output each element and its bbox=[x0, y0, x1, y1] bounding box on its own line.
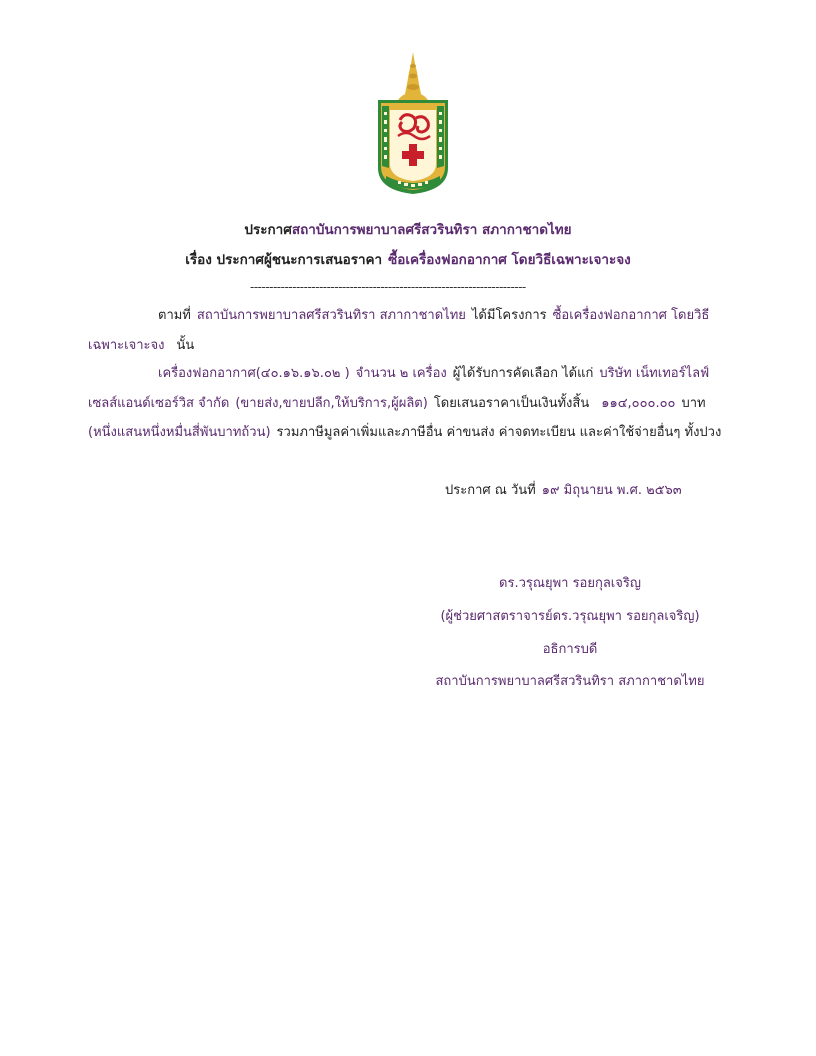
institution-logo bbox=[368, 50, 458, 196]
announcement-subject bbox=[0, 248, 816, 270]
p1-method: เฉพาะเจาะจง bbox=[88, 338, 165, 353]
p2-vendor: บริษัท เน็ทเทอร์ไลฟ์ bbox=[599, 366, 710, 381]
announcement-date bbox=[445, 482, 682, 500]
p2-vendor-type: (ขายส่ง,ขายปลีก,ให้บริการ,ผู้ผลิต) bbox=[235, 396, 428, 411]
paragraph-2-line-2 bbox=[88, 395, 706, 413]
p2-currency: บาท bbox=[681, 396, 706, 411]
date-value: ๑๙ มิถุนายน พ.ศ. ๒๕๖๓ bbox=[541, 483, 682, 498]
subject-detail: ซื้อเครื่องฟอกอากาศ โดยวิธีเฉพาะเจาะจง bbox=[388, 252, 631, 268]
p2-amount-words: (หนึ่งแสนหนึ่งหมื่นสี่พันบาทถ้วน) bbox=[88, 425, 271, 440]
p2-quantity: จำนวน ๒ เครื่อง bbox=[355, 366, 447, 381]
institution-logo-icon bbox=[368, 50, 458, 196]
section-divider: ------------------------------------------------------------------------ bbox=[250, 280, 526, 294]
p2-text: โดยเสนอราคาเป็นเงินทั้งสิ้น bbox=[433, 396, 590, 411]
signer-position: อธิการบดี bbox=[542, 642, 598, 657]
signer-name: ดร.วรุณยุพา รอยกุลเจริญ bbox=[499, 576, 641, 591]
p1-text: ตามที่ bbox=[158, 308, 191, 323]
announcement-title bbox=[0, 218, 816, 240]
paragraph-2-line-1 bbox=[158, 365, 709, 383]
paragraph-1-line-1 bbox=[158, 307, 709, 325]
signer-organization: สถาบันการพยาบาลศรีสวรินทิรา สภากาชาดไทย bbox=[435, 674, 705, 689]
p2-item: เครื่องฟอกอากาศ(๔๐.๑๖.๑๖.๐๒ ) bbox=[158, 366, 350, 381]
title-organization: สถาบันการพยาบาลศรีสวรินทิรา สภากาชาดไทย bbox=[291, 222, 572, 238]
p1-project: ซื้อเครื่องฟอกอากาศ โดยวิธี bbox=[552, 308, 710, 323]
date-prefix: ประกาศ ณ วันที่ bbox=[445, 483, 536, 498]
p2-vendor: เซลส์แอนด์เซอร์วิส จำกัด bbox=[88, 396, 230, 411]
paragraph-1-line-2 bbox=[88, 337, 194, 355]
p2-amount: ๑๑๔,๐๐๐.๐๐ bbox=[601, 396, 676, 411]
signer-full-name: (ผู้ช่วยศาสตราจารย์ดร.วรุณยุพา รอยกุลเจริญ) bbox=[440, 609, 700, 624]
p1-text: ได้มีโครงการ bbox=[471, 308, 547, 323]
p2-text: ผู้ได้รับการคัดเลือก ได้แก่ bbox=[452, 366, 594, 381]
p1-organization: สถาบันการพยาบาลศรีสวรินทิรา สภากาชาดไทย bbox=[196, 308, 466, 323]
subject-prefix: เรื่อง ประกาศผู้ชนะการเสนอราคา bbox=[185, 252, 383, 268]
p2-text: รวมภาษีมูลค่าเพิ่มและภาษีอื่น ค่าขนส่ง ค่าจดทะเบียน และค่าใช้จ่ายอื่นๆ ทั้งปวง bbox=[276, 425, 722, 440]
paragraph-2-line-3 bbox=[88, 424, 721, 442]
title-prefix: ประกาศ bbox=[244, 222, 292, 238]
p1-text: นั้น bbox=[176, 338, 195, 353]
